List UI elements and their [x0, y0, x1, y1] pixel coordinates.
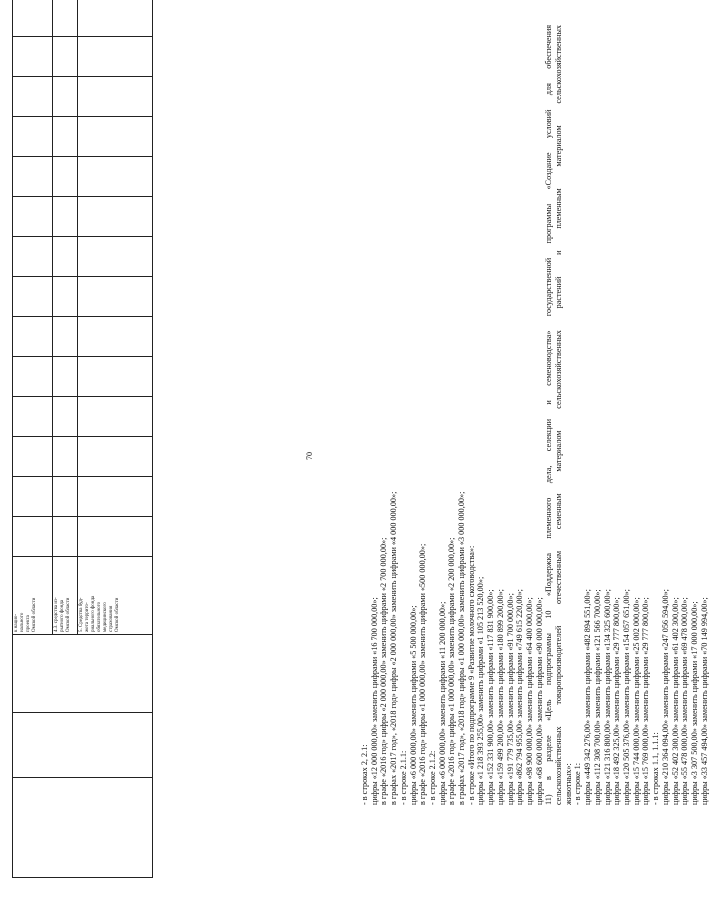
text-line: цифры «159 499 200,00» заменить цифрами «180 899 200,00»; [495, 589, 505, 805]
continuation-table [12, 0, 153, 878]
text-line: цифры «191 779 735,00» заменить цифрами «91 700 000,00»; [505, 593, 515, 805]
table-cell [13, 778, 153, 878]
text-line: - в строках 2, 2.1: [360, 744, 369, 805]
text-line: цифры «33 457 494,00» заменить цифрами «70 149 994,00»; [699, 597, 709, 805]
text-line: цифры «449 342 276,00» заменить цифрами «482 894 551,00»; [583, 589, 593, 805]
text-line: - в строке 2.1.2: [427, 750, 437, 805]
text-line: в графе «2016 год» цифры «1 000 000,00» заменить цифрами «2 200 000,00»; [447, 537, 457, 805]
text-line: в графе «2016 год» цифры «2 000 000,00» заменить цифрами «2 700 000,00»; [379, 537, 389, 805]
table-cell [13, 635, 153, 713]
text-line: цифры «18 492 325,00» заменить цифрами «29 777 800,00»; [612, 597, 622, 805]
text-line: цифры «1 218 393 255,00» заменить цифрами «1 105 213 520,00»; [476, 576, 486, 805]
text-line: цифры «112 308 700,00» заменить цифрами «121 566 700,00»; [592, 589, 602, 805]
paragraph-11-line-1: 11) в разделе «Цель подпрограммы 10 «Поддержка племенного дела, селекции и семеноводства» государственной программы «Создание условий для обеспечения [544, 25, 554, 805]
text-line: цифры «6 000 000,00» заменить цифрами «11 200 000,00»; [437, 601, 447, 805]
text-line: цифры «862 794 955,00» заменить цифрами «749 615 220,00»; [515, 589, 525, 805]
text-line: цифры «15 769 000,00» заменить цифрами «29 777 800,00»; [641, 597, 651, 805]
table-cell-source: 5. Средства буд- жета террито- риального фонда обязательного медицинского страхования Омской области [78, 557, 153, 635]
text-line: цифры «152 331 900,00» заменить цифрами «117 831 900,00»; [486, 589, 496, 805]
text-line: - в строке 1: [573, 762, 583, 805]
table-cell [13, 713, 153, 778]
text-line: - в строке «Итого по подпрограмме 9 «Развитие молочного скотоводства»: [466, 545, 476, 805]
table-row [13, 0, 53, 878]
text-line: цифры «210 364 094,00» заменить цифрами «247 056 594,00»; [660, 589, 670, 805]
text-line: цифры «12 000 000,00» заменить цифрами «16 700 000,00»; [369, 597, 379, 805]
text-line: цифры «55 478 000,00» заменить цифрами «69 478 000,00»; [680, 597, 690, 805]
paragraph-11-line-3: животных»: [563, 763, 573, 805]
text-line: - в строках 1.1, 1.1.1: [651, 732, 661, 805]
page-number: 70 [305, 452, 314, 460]
paragraph-11-line-2: сельскохозяйственных товаропроизводителей отечественным семенным материалом сельскохозяйственных растений и племенным материалом сельскохозяйственных [554, 25, 564, 805]
text-line: цифры «15 744 000,00» заменить цифрами «25 002 000,00»; [631, 597, 641, 805]
text-line: в графе «2016 год» цифры «1 000 000,00» заменить цифрами «500 000,00»; [418, 543, 428, 805]
text-line: цифры «120 505 376,00» заменить цифрами «154 057 651,00»; [621, 589, 631, 805]
document-body [360, 5, 709, 805]
table-cell-source: 4.3. средства из- рытного фонда Омской области [53, 557, 78, 635]
text-line: - в строке 2.1.1: [398, 750, 408, 805]
table-cell-source: к нацио- нального проекта Омской области [13, 557, 53, 635]
text-line: в графах «2017 год», «2018 год» цифры «1 000 000,00» заменить цифрами «3 000 000,00»; [457, 491, 467, 805]
text-line: цифры «68 600 000,00» заменить цифрами «90 000 000,00»; [534, 597, 544, 805]
text-line: цифры «3 307 500,00» заменить цифрами «17 000 000,00»; [689, 601, 699, 805]
text-line: цифры «6 000 000,00» заменить цифрами «5 500 000,00»; [408, 605, 418, 805]
text-line: цифры «52 402 300,00» заменить цифрами «61 402 300,00»; [670, 597, 680, 805]
text-line: цифры «121 316 800,00» заменить цифрами «134 325 600,00»; [602, 589, 612, 805]
text-line: цифры «98 900 000,00» заменить цифрами «64 400 000,00»; [524, 597, 534, 805]
text-line: в графах «2017 год», «2018 год» цифры «2 000 000,00» заменить цифрами «4 000 000,00»; [389, 491, 399, 805]
